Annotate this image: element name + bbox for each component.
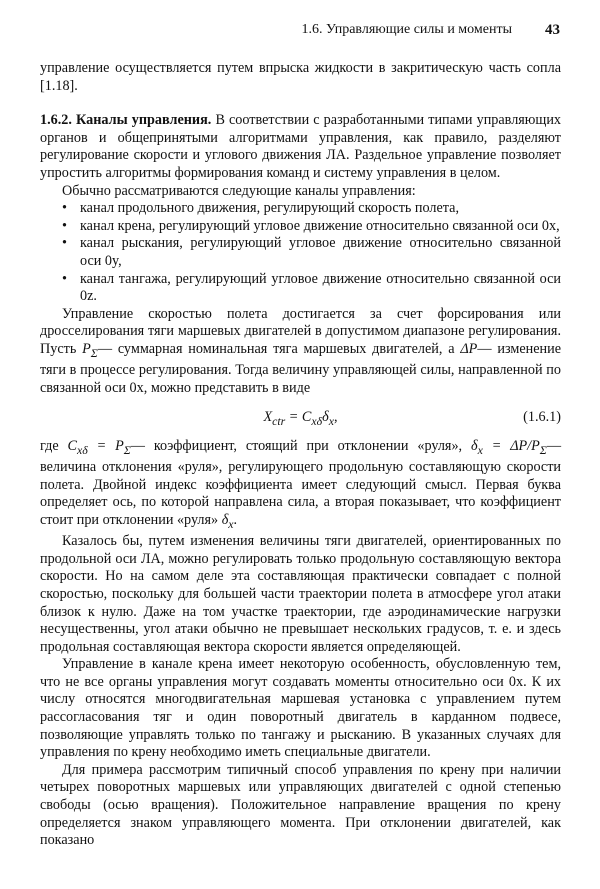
list-item <box>62 235 561 270</box>
page-header <box>40 22 560 42</box>
channel-text: канал рыскания, регулирующий угловое движение относительно связанной оси 0y, <box>80 235 561 269</box>
formula-lhs: X <box>263 408 273 425</box>
example-paragraph: Для примера рассмотрим типичный способ управления по крену при наличии четырех поворотных маршевых или управляющих двигателей с одной степенью свободы (осью вращения). Положительное направление вращения по крену определяется знаком управляющего момента. При отклонении двигателей, как показано <box>40 761 561 849</box>
speed-text-c: — изменение тяги в процессе регулирования. Тогда величину управляющей силы, направленной по связанной оси 0x, можно представить в виде <box>40 340 561 396</box>
channel-list <box>40 200 561 306</box>
equation <box>40 404 561 434</box>
section-paragraph <box>40 112 561 182</box>
formula-eq-c: = C <box>285 408 312 425</box>
sym-delta-p: ΔP <box>460 340 478 357</box>
speed-text-b: — суммарная номинальная тяга маршевых двигателей, а <box>97 340 455 357</box>
sub-sigma: Σ <box>90 345 98 360</box>
delta-sub-1: x <box>477 442 483 457</box>
speed-paragraph <box>40 306 561 398</box>
speed-text-a: Управление скоростью полета достигается за счет форсирования или дросселирования тяги маршевых двигателей в допустимом диапазоне регулирования. Пусть <box>40 305 561 357</box>
channels-intro: Обычно рассматриваются следующие каналы управления: <box>62 182 416 199</box>
channel-text: канал продольного движения, регулирующий скорость полета, <box>80 200 460 217</box>
sym-delta-x <box>470 437 483 457</box>
where-b: = P <box>96 437 124 454</box>
formula-end: , <box>334 408 338 425</box>
list-item <box>62 271 561 306</box>
sub-xdelta: xδ <box>77 442 88 457</box>
formula-delta-sub: x <box>328 413 334 428</box>
running-title: 1.6. Управляющие силы и моменты <box>301 22 512 37</box>
formula-coef-sub: xδ <box>311 413 323 428</box>
list-item <box>62 218 561 236</box>
bullet-icon: • <box>62 200 67 217</box>
intro-paragraph: управление осуществляется путем впрыска жидкости в закритическую часть сопла [1.18]. <box>40 60 561 94</box>
formula-delta: δ <box>322 408 329 425</box>
roll-paragraph: Управление в канале крена имеет некоторую особенность, обусловленную тем, что не все органы управления могут создавать моменты относительно оси 0x. К их числу относятся многодвигательная маршевая установка с управлением путем рассогласования тяг и один поворотный двигатель в карданном подвесе, позволяющие управлять только по тангажу и рысканию. В указанных случаях для управления по крену необходимо иметь специальные двигатели. <box>40 656 561 761</box>
sub-sigma-2: Σ <box>123 442 131 457</box>
where-a: где <box>40 437 59 454</box>
formula <box>40 409 561 430</box>
delta-1: δ <box>470 437 478 454</box>
page-body <box>40 60 561 850</box>
section-title: Каналы управления. <box>76 112 212 129</box>
where-d: = ΔP/P <box>491 437 540 454</box>
sym-p: P <box>82 340 91 357</box>
seems-paragraph: Казалось бы, путем изменения величины тяги двигателей, ориентированных по продольной оси ЛА, можно регулировать только продольную составляющую вектора скорости. Но на самом деле эта составляющая практически совпадает с полной скоростью, поскольку для большей части траектории полета в атмосфере угол атаки близок к нулю. Даже на том участке траектории, где аэродинамические нагрузки несущественны, угол атаки обычно не превышает нескольких градусов, т. е. и здесь продольная составляющая вектора скорости является определяющей. <box>40 533 561 655</box>
sub-sigma-3: Σ <box>539 442 547 457</box>
where-e: — величина отклонения «руля», регулирующего продольную составляющую скорости полета. Двойной индекс коэффициента имеет следующий смысл. Первая буква определяет ось, по которой направлена сила, а вторая показывает, что коэффициент стоит при отклонении «руля» <box>40 437 562 528</box>
page-number: 43 <box>545 22 560 38</box>
equation-number: (1.6.1) <box>523 408 561 425</box>
bullet-icon: • <box>62 217 67 234</box>
section-number: 1.6.2. <box>40 112 72 129</box>
sym-delta-x-2 <box>221 511 234 531</box>
section-text: В соответствии с разработанными типами управляющих органов и общепринятыми алгоритмами управления, как правило, разделяют регулирование скорости и углового движения ЛА. Раздельное управление позволяет упростить алгоритмы формирования команд и систему управления в целом. <box>40 112 562 181</box>
sym-c-coef: $C_{x\delta}$ <box>67 437 88 457</box>
bullet-icon: • <box>62 270 67 287</box>
where-paragraph <box>40 438 561 534</box>
where-f: . <box>233 511 238 528</box>
channel-text: канал крена, регулирующий угловое движение относительно связанной оси 0x, <box>80 217 560 234</box>
channel-text: канал тангажа, регулирующий угловое движение относительно связанной оси 0z. <box>80 270 561 305</box>
sym-p-sigma <box>82 340 98 360</box>
delta-2: δ <box>221 511 229 528</box>
list-item <box>62 200 561 218</box>
formula-lhs-sub: ctr <box>272 413 286 428</box>
where-c: — коэффициент, стоящий при отклонении «руля», <box>130 437 463 454</box>
delta-sub-2: x <box>228 516 234 531</box>
bullet-icon: • <box>62 235 67 252</box>
